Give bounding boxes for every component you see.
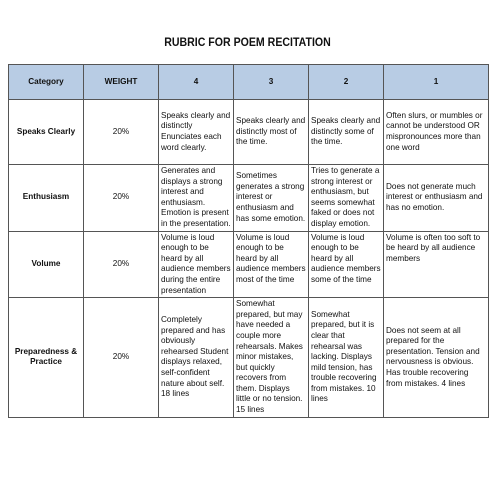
weight-cell: 20% xyxy=(84,231,159,298)
table-row xyxy=(9,100,489,165)
level-4-cell: Generates and displays a strong interest and enthusiasm. Emotion is present in the presentation. xyxy=(159,165,234,232)
level-4-cell: Completely prepared and has obviously rehearsed Student displays relaxed, self-confident nature about self. 18 lines xyxy=(159,298,234,418)
weight-cell: 20% xyxy=(84,165,159,232)
level-1-cell: Volume is often too soft to be heard by all audience members xyxy=(384,231,489,298)
level-4-cell: Volume is loud enough to be heard by all audience members during the entire presentation xyxy=(159,231,234,298)
level-2-cell: Volume is loud enough to be heard by all audience members some of the time xyxy=(309,231,384,298)
header-level-1: 1 xyxy=(384,65,489,100)
table-row xyxy=(9,298,489,418)
level-4-cell: Speaks clearly and distinctly Enunciates each word clearly. xyxy=(159,100,234,165)
weight-cell: 20% xyxy=(84,298,159,418)
level-3-cell: Sometimes generates a strong interest or enthusiasm and has some emotion. xyxy=(234,165,309,232)
level-1-cell: Often slurs, or mumbles or cannot be understood OR mispronounces more than one word xyxy=(384,100,489,165)
table-row xyxy=(9,231,489,298)
category-cell: Speaks Clearly xyxy=(9,100,84,165)
level-3-cell: Somewhat prepared, but may have needed a couple more rehearsals. Makes minor mistakes, but quickly recovers from them. Displays little or no tension. 15 lines xyxy=(234,298,309,418)
header-category: Category xyxy=(9,65,84,100)
page-title: RUBRIC FOR POEM RECITATION xyxy=(164,37,331,49)
category-cell: Enthusiasm xyxy=(9,165,84,232)
category-cell: Volume xyxy=(9,231,84,298)
header-weight: WEIGHT xyxy=(84,65,159,100)
level-2-cell: Speaks clearly and distinctly some of the time. xyxy=(309,100,384,165)
header-level-3: 3 xyxy=(234,65,309,100)
header-level-4: 4 xyxy=(159,65,234,100)
level-3-cell: Speaks clearly and distinctly most of the time. xyxy=(234,100,309,165)
table-row xyxy=(9,165,489,232)
level-1-cell: Does not generate much interest or enthusiasm and has no emotion. xyxy=(384,165,489,232)
level-1-cell: Does not seem at all prepared for the presentation. Tension and nervousness is obvious. Has trouble recovering from mistakes. 4 lines xyxy=(384,298,489,418)
header-level-2: 2 xyxy=(309,65,384,100)
header-row xyxy=(9,65,489,100)
weight-cell: 20% xyxy=(84,100,159,165)
category-cell: Preparedness & Practice xyxy=(9,298,84,418)
rubric-table xyxy=(8,64,489,418)
level-2-cell: Tries to generate a strong interest or enthusiasm, but seems somewhat faked or does not display emotion. xyxy=(309,165,384,232)
level-3-cell: Volume is loud enough to be heard by all audience members most of the time xyxy=(234,231,309,298)
level-2-cell: Somewhat prepared, but it is clear that rehearsal was lacking. Displays mild tension, has trouble recovering from mistakes. 10 lines xyxy=(309,298,384,418)
